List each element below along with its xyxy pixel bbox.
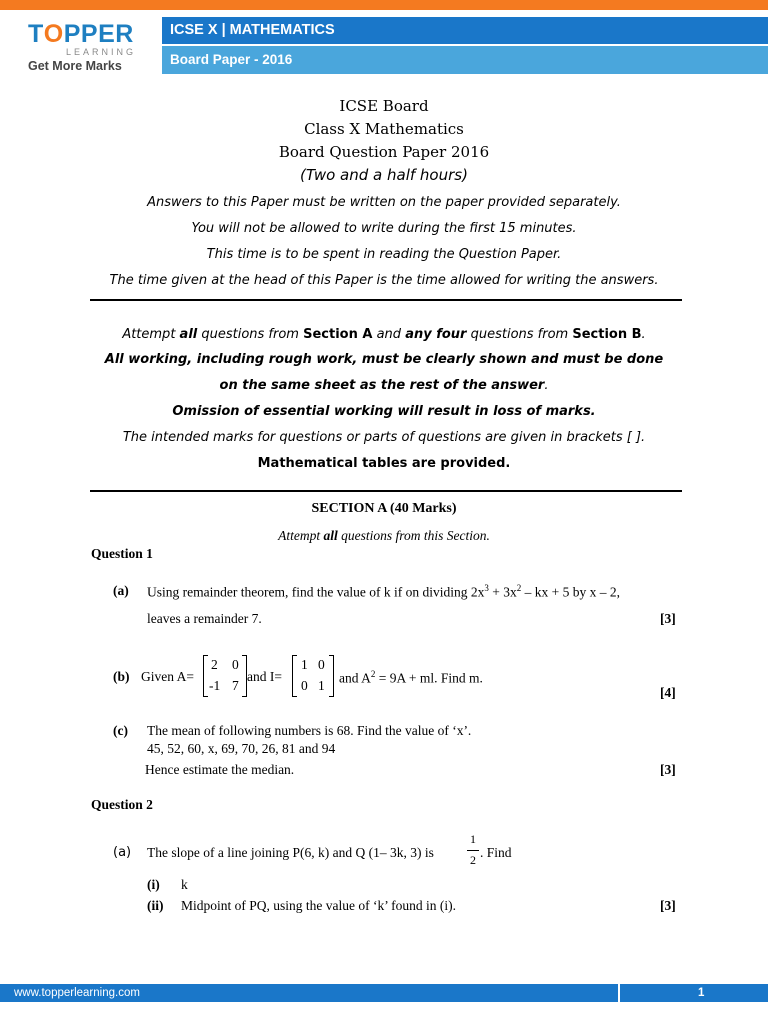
matrix-I-cell: 0 xyxy=(301,678,308,693)
top-accent-stripe xyxy=(0,0,768,10)
q2a-text: The slope of a line joining P(6, k) and Q (1– 3k, 3) is xyxy=(147,845,434,860)
matrix-A-cell: 2 xyxy=(211,657,218,672)
instruction-line-3: on the same sheet as the rest of the answer. xyxy=(219,378,549,393)
q1a-marks: [3] xyxy=(660,611,676,626)
footer-separator xyxy=(618,984,620,1002)
q1b-given: Given A= xyxy=(141,669,194,684)
divider-rule xyxy=(90,299,682,301)
matrix-A-cell: 0 xyxy=(232,657,239,672)
q2a-ii-text: Midpoint of PQ, using the value of ‘k’ found in (i). xyxy=(181,898,456,913)
section-title: SECTION A (40 Marks) xyxy=(311,501,457,516)
matrix-A xyxy=(203,655,247,697)
matrix-I-cell: 1 xyxy=(318,678,325,693)
logo-tagline: Get More Marks xyxy=(28,59,122,73)
footer-bar xyxy=(0,984,768,1002)
logo-learning: LEARNING xyxy=(66,47,137,57)
instruction-line-4: Omission of essential working will result in loss of marks. xyxy=(172,404,596,419)
note-line-2: You will not be allowed to write during the first 15 minutes. xyxy=(191,221,577,236)
q1b-and-I: and I= xyxy=(247,669,282,684)
q1a-text: Using remainder theorem, find the value of k if on dividing $2x^3 + 3x^2$ – kx + 5 by x – 2, xyxy=(147,583,621,600)
q1c-text-2: 45, 52, 60, x, 69, 70, 26, 81 and 94 xyxy=(147,741,336,756)
q1c-text-1: The mean of following numbers is 68. Find the value of ‘x’. xyxy=(147,723,472,738)
note-line-1: Answers to this Paper must be written on the paper provided separately. xyxy=(147,195,621,210)
title-class: Class X Mathematics xyxy=(304,120,464,138)
q1b-label: (b) xyxy=(113,669,130,684)
question-1-heading: Question 1 xyxy=(91,546,153,561)
subject-banner: ICSE X | MATHEMATICS xyxy=(162,17,768,44)
q1a-text-cont: leaves a remainder 7. xyxy=(147,611,262,626)
instruction-line-2: All working, including rough work, must be clearly shown and must be done xyxy=(104,352,664,367)
matrix-A-cell: -1 xyxy=(209,678,221,693)
q2a-find: . Find xyxy=(480,845,512,860)
q2a-ii-marks: [3] xyxy=(660,898,676,913)
title-board: ICSE Board xyxy=(339,97,429,115)
q2a-fraction-bar xyxy=(467,850,479,851)
q2a-fraction-den: 2 xyxy=(470,853,476,867)
topper-logo xyxy=(26,20,138,76)
q1c-marks: [3] xyxy=(660,762,676,777)
q1c-text-3: Hence estimate the median. xyxy=(145,762,295,777)
q2a-i-text: k xyxy=(181,877,188,892)
instruction-line-6: Mathematical tables are provided. xyxy=(257,456,511,471)
matrix-I xyxy=(292,655,334,697)
q1c-label: (c) xyxy=(113,723,128,738)
q2a-label: (a) xyxy=(113,845,132,860)
note-line-4: The time given at the head of this Paper is the time allowed for writing the answers. xyxy=(109,273,659,288)
title-duration: (Two and a half hours) xyxy=(300,166,468,184)
q2a-fraction-num: 1 xyxy=(470,832,476,846)
title-paper: Board Question Paper 2016 xyxy=(278,143,490,161)
footer-url[interactable]: www.topperlearning.com xyxy=(14,987,140,999)
instruction-line-5: The intended marks for questions or parts of questions are given in brackets [ ]. xyxy=(122,430,646,445)
note-line-3: This time is to be spent in reading the Question Paper. xyxy=(206,247,562,262)
instruction-line-1: Attempt all questions from Section A and any four questions from Section B. xyxy=(122,327,646,342)
q2a-ii-label: (ii) xyxy=(147,898,164,913)
q1a-label: (a) xyxy=(113,583,129,598)
question-2-heading: Question 2 xyxy=(91,797,153,812)
section-subtitle: Attempt all questions from this Section. xyxy=(278,528,490,543)
q2a-i-label: (i) xyxy=(147,877,160,892)
q1b-rest: and $A^2 = 9A$ + ml. Find m. xyxy=(339,669,483,686)
matrix-I-cell: 0 xyxy=(318,657,325,672)
paper-banner: Board Paper - 2016 xyxy=(162,46,768,74)
logo-brand: TOPPER xyxy=(28,20,134,48)
matrix-A-cell: 7 xyxy=(232,678,239,693)
matrix-I-cell: 1 xyxy=(301,657,308,672)
page-number: 1 xyxy=(698,987,705,999)
q1b-marks: [4] xyxy=(660,685,676,700)
divider-rule-2 xyxy=(90,490,682,492)
